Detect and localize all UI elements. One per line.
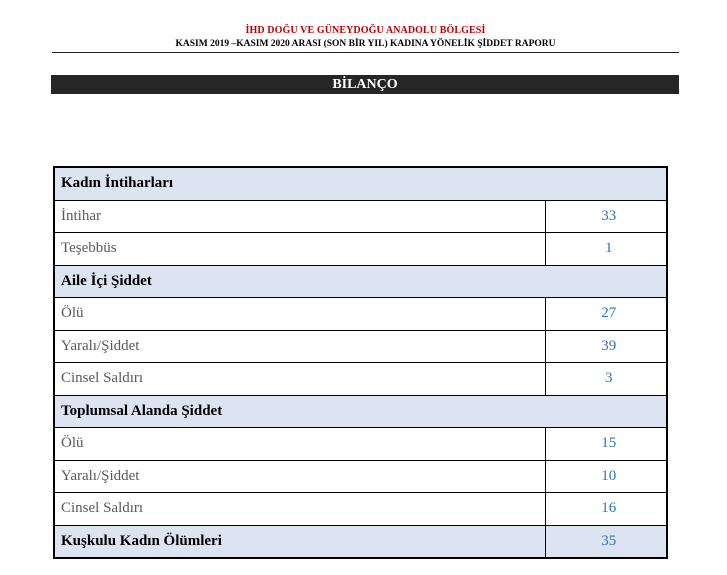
row-label: Ölü [54, 298, 545, 331]
section-title: Kadın İntiharları [54, 167, 667, 200]
table-row [54, 200, 667, 233]
table-row [54, 460, 667, 493]
bilanco-banner: BİLANÇO [51, 75, 679, 94]
row-label: İntihar [54, 200, 545, 233]
table-row [54, 298, 667, 331]
row-value: 3 [545, 363, 667, 396]
table-row [54, 428, 667, 461]
section-title: Toplumsal Alanda Şiddet [54, 395, 667, 428]
report-subtitle: KASIM 2019 –KASIM 2020 ARASI (SON BİR YIL) KADINA YÖNELİK ŞİDDET RAPORU [175, 39, 556, 49]
final-row [54, 525, 667, 558]
row-value: 33 [545, 200, 667, 233]
row-value: 35 [545, 525, 667, 558]
report-header [52, 24, 679, 51]
row-label: Teşebbüs [54, 233, 545, 266]
row-label: Kuşkulu Kadın Ölümleri [54, 525, 545, 558]
row-label: Cinsel Saldırı [54, 493, 545, 526]
summary-table [53, 166, 668, 559]
row-value: 1 [545, 233, 667, 266]
table-row [54, 233, 667, 266]
row-value: 39 [545, 330, 667, 363]
row-value: 15 [545, 428, 667, 461]
section-header-row [54, 395, 667, 428]
row-label: Ölü [54, 428, 545, 461]
table-row [54, 493, 667, 526]
section-header-row [54, 265, 667, 298]
row-label: Cinsel Saldırı [54, 363, 545, 396]
row-label: Yaralı/Şiddet [54, 460, 545, 493]
row-value: 10 [545, 460, 667, 493]
section-title: Aile İçi Şiddet [54, 265, 667, 298]
region-title: İHD DOĞU VE GÜNEYDOĞU ANADOLU BÖLGESİ [245, 25, 486, 36]
header-divider [52, 52, 679, 53]
table-row [54, 363, 667, 396]
section-header-row [54, 167, 667, 200]
table-row [54, 330, 667, 363]
row-value: 16 [545, 493, 667, 526]
row-label: Yaralı/Şiddet [54, 330, 545, 363]
row-value: 27 [545, 298, 667, 331]
